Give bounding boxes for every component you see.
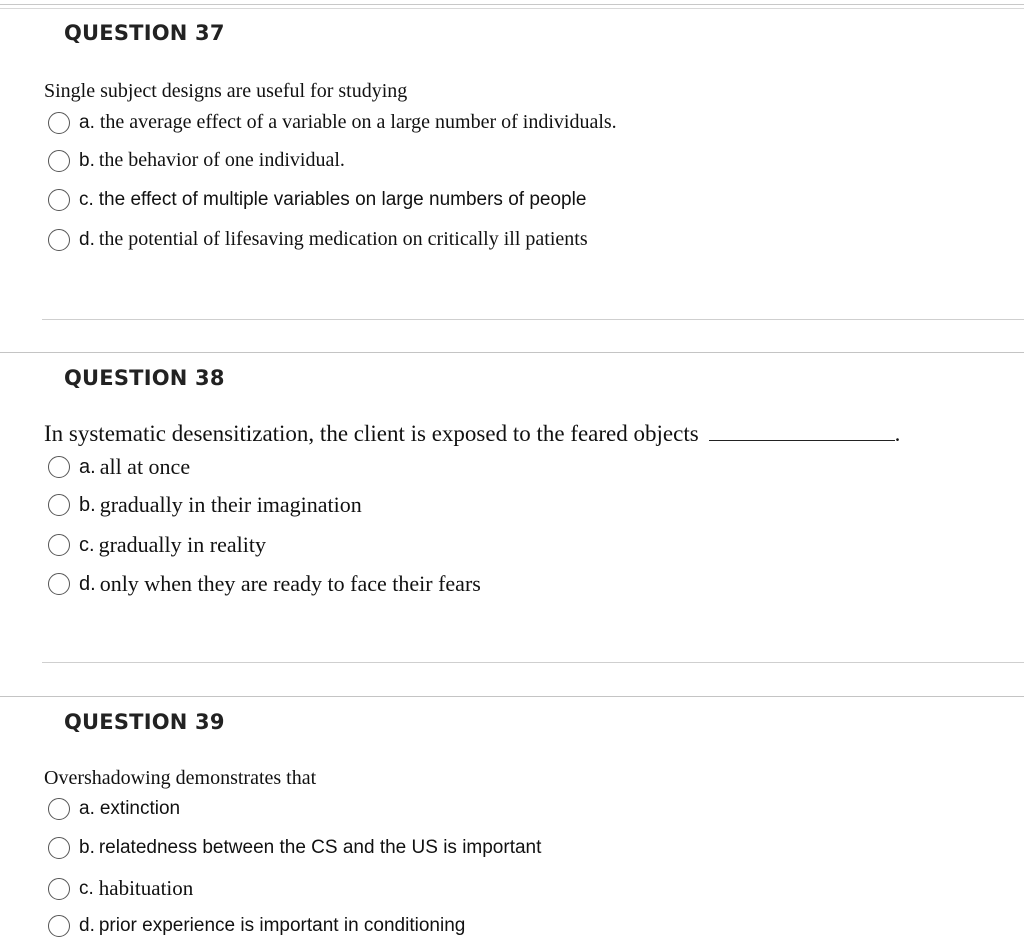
- option-letter: d.: [79, 572, 96, 595]
- answer-blank: [709, 439, 895, 441]
- option-letter: a.: [79, 798, 95, 819]
- option-letter: d.: [79, 228, 95, 250]
- option-c[interactable]: [48, 189, 586, 211]
- option-text: extinction: [99, 798, 181, 819]
- question-divider: [0, 696, 1024, 697]
- radio-button[interactable]: [48, 573, 70, 595]
- option-text: gradually in reality: [98, 532, 266, 557]
- option-letter: c.: [79, 189, 94, 210]
- radio-button[interactable]: [48, 837, 70, 859]
- option-letter: b.: [79, 149, 95, 171]
- option-d[interactable]: [48, 228, 588, 251]
- option-c[interactable]: [48, 532, 266, 558]
- radio-button[interactable]: [48, 494, 70, 516]
- option-b[interactable]: [48, 492, 362, 518]
- question-prompt-line: [44, 421, 900, 447]
- option-letter: b.: [79, 837, 95, 858]
- top-divider-secondary: [0, 8, 1024, 9]
- option-text: prior experience is important in conditioning: [98, 915, 466, 936]
- option-a[interactable]: [48, 454, 190, 480]
- option-letter: a.: [79, 455, 96, 478]
- option-b[interactable]: [48, 149, 345, 172]
- option-a[interactable]: [48, 798, 180, 820]
- question-title: QUESTION 37: [64, 21, 225, 45]
- radio-button[interactable]: [48, 112, 70, 134]
- radio-button[interactable]: [48, 534, 70, 556]
- prompt-end: .: [894, 421, 901, 446]
- radio-button[interactable]: [48, 456, 70, 478]
- question-prompt: In systematic desensitization, the client is exposed to the feared objects: [44, 421, 699, 446]
- radio-button[interactable]: [48, 798, 70, 820]
- option-text: gradually in their imagination: [99, 492, 362, 517]
- question-end-divider: [42, 662, 1024, 663]
- radio-button[interactable]: [48, 189, 70, 211]
- option-text: relatedness between the CS and the US is important: [98, 837, 542, 858]
- option-letter: b.: [79, 493, 96, 516]
- option-d[interactable]: [48, 571, 481, 597]
- option-d[interactable]: [48, 915, 465, 937]
- question-prompt: Overshadowing demonstrates that: [44, 767, 317, 789]
- option-text: the behavior of one individual.: [98, 149, 345, 171]
- option-c[interactable]: [48, 876, 193, 901]
- question-title: QUESTION 38: [64, 366, 225, 390]
- radio-button[interactable]: [48, 878, 70, 900]
- option-a[interactable]: [48, 111, 617, 134]
- option-letter: d.: [79, 915, 95, 936]
- option-text: only when they are ready to face their fears: [99, 571, 481, 596]
- question-divider: [0, 352, 1024, 353]
- radio-button[interactable]: [48, 915, 70, 937]
- option-letter: c.: [79, 533, 95, 556]
- option-letter: a.: [79, 111, 95, 133]
- option-letter: c.: [79, 877, 94, 899]
- option-text: the average effect of a variable on a large number of individuals.: [99, 111, 617, 133]
- question-end-divider: [42, 319, 1024, 320]
- question-prompt: Single subject designs are useful for studying: [44, 80, 408, 102]
- option-b[interactable]: [48, 837, 541, 859]
- question-title: QUESTION 39: [64, 710, 225, 734]
- top-divider: [0, 4, 1024, 5]
- option-text: the potential of lifesaving medication on critically ill patients: [98, 228, 588, 250]
- radio-button[interactable]: [48, 229, 70, 251]
- option-text: the effect of multiple variables on large numbers of people: [98, 189, 587, 210]
- option-text: all at once: [99, 454, 191, 479]
- radio-button[interactable]: [48, 150, 70, 172]
- option-text: habituation: [98, 876, 194, 900]
